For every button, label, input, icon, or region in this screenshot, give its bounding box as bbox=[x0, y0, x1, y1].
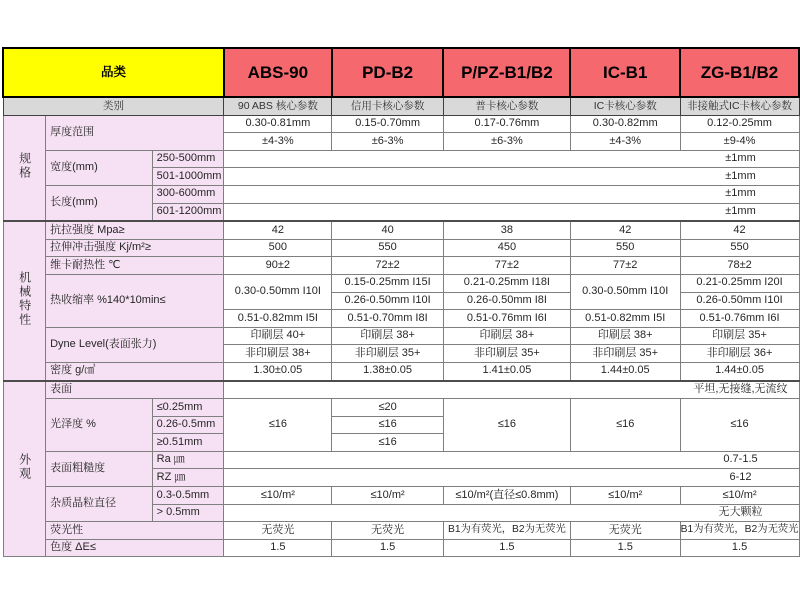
value-cell: 0.21-0.25mm I20I bbox=[680, 274, 799, 292]
row-label-density: 密度 g/㎤ bbox=[46, 362, 224, 380]
value-cell: ±4-3% bbox=[224, 133, 332, 151]
category-header-cell: 品类 bbox=[3, 48, 224, 97]
row-label-thickness: 厚度范围 bbox=[46, 115, 224, 150]
value-cell: 0.30-0.50mm I10I bbox=[570, 274, 680, 309]
value-cell: 非印刷层 35+ bbox=[443, 345, 570, 363]
value-cell: 42 bbox=[680, 221, 799, 239]
value-cell: B1为有荧光，B2为无荧光 bbox=[680, 522, 799, 540]
row-label-tensile: 抗拉强度 Mpa≥ bbox=[46, 221, 224, 239]
value-cell: ≤16 bbox=[570, 399, 680, 452]
value-cell: 1.5 bbox=[332, 539, 444, 557]
value-cell: 0.51-0.76mm I6I bbox=[680, 310, 799, 328]
value-cell: 印刷层 38+ bbox=[332, 327, 444, 345]
sub-label-impurity-range: > 0.5mm bbox=[152, 504, 224, 522]
value-cell: 500 bbox=[224, 239, 332, 257]
value-cell: ≤10/m² bbox=[224, 487, 332, 505]
value-cell: 1.44±0.05 bbox=[680, 362, 799, 380]
product-header-zg-b1-b2: ZG-B1/B2 bbox=[680, 48, 799, 97]
value-cell: ≤10/m² bbox=[680, 487, 799, 505]
value-cell: 无荧光 bbox=[332, 522, 444, 540]
section-label-appearance: 外观 bbox=[3, 381, 46, 557]
product-type-cell: 信用卡核心参数 bbox=[332, 97, 444, 115]
sub-label-gloss-range: ≤0.25mm bbox=[152, 399, 224, 417]
value-cell: 450 bbox=[443, 239, 570, 257]
value-cell: 1.5 bbox=[570, 539, 680, 557]
value-cell: ≤16 bbox=[680, 399, 799, 452]
value-cell-merged: ±1mm bbox=[224, 185, 799, 203]
thickness-range-row bbox=[3, 115, 799, 133]
value-cell: ±9-4% bbox=[680, 133, 799, 151]
product-type-cell: 普卡核心参数 bbox=[443, 97, 570, 115]
shrinkage-row bbox=[3, 274, 799, 292]
value-cell-merged: ±1mm bbox=[224, 168, 799, 186]
row-label-shrinkage: 热收缩率 %140*10min≤ bbox=[46, 274, 224, 327]
value-cell: ≤16 bbox=[443, 399, 570, 452]
length-row bbox=[3, 185, 799, 203]
value-cell-merged: 平坦,无接缝,无流纹 bbox=[224, 381, 799, 399]
sub-label-gloss-range: ≥0.51mm bbox=[152, 434, 224, 452]
value-cell: ±6-3% bbox=[443, 133, 570, 151]
value-cell: 1.41±0.05 bbox=[443, 362, 570, 380]
value-cell: 0.30-0.82mm bbox=[570, 115, 680, 133]
tensile-row bbox=[3, 221, 799, 239]
sub-label-ra: Ra ㎛ bbox=[152, 451, 224, 469]
sub-label-length-range: 601-1200mm bbox=[152, 203, 224, 221]
product-header-pd-b2: PD-B2 bbox=[332, 48, 444, 97]
value-cell: 550 bbox=[680, 239, 799, 257]
row-label-fluorescence: 荧光性 bbox=[46, 522, 224, 540]
sub-label-rz: RZ ㎛ bbox=[152, 469, 224, 487]
value-cell: 印刷层 40+ bbox=[224, 327, 332, 345]
gloss-row bbox=[3, 399, 799, 417]
sub-label-width-range: 501-1000mm bbox=[152, 168, 224, 186]
value-cell-merged: 无大颗粒 bbox=[224, 504, 799, 522]
value-cell: 0.26-0.50mm I8I bbox=[443, 292, 570, 310]
sub-label-impurity-range: 0.3-0.5mm bbox=[152, 487, 224, 505]
density-row bbox=[3, 362, 799, 380]
value-cell-merged: 0.7-1.5 bbox=[224, 451, 799, 469]
value-cell: 0.17-0.76mm bbox=[443, 115, 570, 133]
value-cell: 0.21-0.25mm I18I bbox=[443, 274, 570, 292]
sub-label-gloss-range: 0.26-0.5mm bbox=[152, 416, 224, 434]
value-cell: 90±2 bbox=[224, 257, 332, 275]
value-cell: 印刷层 35+ bbox=[680, 327, 799, 345]
surface-row bbox=[3, 381, 799, 399]
value-cell: 78±2 bbox=[680, 257, 799, 275]
value-cell-merged: 6-12 bbox=[224, 469, 799, 487]
row-label-impurity: 杂质晶粒直径 bbox=[46, 487, 153, 522]
type-header-cell: 类别 bbox=[3, 97, 224, 115]
value-cell: 0.15-0.25mm I15I bbox=[332, 274, 444, 292]
value-cell-merged: ±1mm bbox=[224, 150, 799, 168]
value-cell: 1.5 bbox=[224, 539, 332, 557]
value-cell: 非印刷层 36+ bbox=[680, 345, 799, 363]
value-cell: 非印刷层 35+ bbox=[570, 345, 680, 363]
product-spec-table bbox=[2, 47, 800, 557]
value-cell: ≤16 bbox=[332, 434, 444, 452]
value-cell: 0.30-0.81mm bbox=[224, 115, 332, 133]
sub-label-length-range: 300-600mm bbox=[152, 185, 224, 203]
vicat-row bbox=[3, 257, 799, 275]
value-cell: 无荧光 bbox=[570, 522, 680, 540]
width-row bbox=[3, 150, 799, 168]
value-cell: 1.38±0.05 bbox=[332, 362, 444, 380]
value-cell: 1.5 bbox=[680, 539, 799, 557]
value-cell: 42 bbox=[570, 221, 680, 239]
value-cell: 无荧光 bbox=[224, 522, 332, 540]
value-cell: 1.5 bbox=[443, 539, 570, 557]
value-cell: ≤10/m² bbox=[570, 487, 680, 505]
value-cell: 550 bbox=[570, 239, 680, 257]
value-cell: 72±2 bbox=[332, 257, 444, 275]
row-label-roughness: 表面粗糙度 bbox=[46, 451, 153, 486]
row-label-gloss: 光泽度 % bbox=[46, 399, 153, 452]
value-cell: 0.15-0.70mm bbox=[332, 115, 444, 133]
row-label-width: 宽度(mm) bbox=[46, 150, 153, 185]
value-cell: 印刷层 38+ bbox=[443, 327, 570, 345]
row-label-vicat: 维卡耐热性 ℃ bbox=[46, 257, 224, 275]
product-type-cell: 90 ABS 核心参数 bbox=[224, 97, 332, 115]
product-header-abs-90: ABS-90 bbox=[224, 48, 332, 97]
value-cell: 0.51-0.70mm I8I bbox=[332, 310, 444, 328]
value-cell: ≤16 bbox=[224, 399, 332, 452]
row-label-chroma: 色度 ΔE≤ bbox=[46, 539, 224, 557]
impurity-row bbox=[3, 487, 799, 505]
value-cell: 77±2 bbox=[443, 257, 570, 275]
value-cell: 非印刷层 35+ bbox=[332, 345, 444, 363]
value-cell: 印刷层 38+ bbox=[570, 327, 680, 345]
value-cell-merged: ±1mm bbox=[224, 203, 799, 221]
value-cell: 77±2 bbox=[570, 257, 680, 275]
value-cell: 0.30-0.50mm I10I bbox=[224, 274, 332, 309]
product-type-cell: IC卡核心参数 bbox=[570, 97, 680, 115]
row-label-dyne: Dyne Level(表面张力) bbox=[46, 327, 224, 362]
value-cell: 0.12-0.25mm bbox=[680, 115, 799, 133]
value-cell: 38 bbox=[443, 221, 570, 239]
value-cell: ≤10/m²(直径≤0.8mm) bbox=[443, 487, 570, 505]
chroma-row bbox=[3, 539, 799, 557]
value-cell: ≤10/m² bbox=[332, 487, 444, 505]
row-label-surface: 表面 bbox=[46, 381, 224, 399]
section-label-mechanical: 机械特性 bbox=[3, 221, 46, 380]
product-type-cell: 非接触式IC卡核心参数 bbox=[680, 97, 799, 115]
value-cell: 0.51-0.82mm I5I bbox=[570, 310, 680, 328]
value-cell: 1.30±0.05 bbox=[224, 362, 332, 380]
impact-row bbox=[3, 239, 799, 257]
fluorescence-row bbox=[3, 522, 799, 540]
value-cell: B1为有荧光，B2为无荧光 bbox=[443, 522, 570, 540]
value-cell: 42 bbox=[224, 221, 332, 239]
roughness-row bbox=[3, 451, 799, 469]
value-cell: ≤20 bbox=[332, 399, 444, 417]
value-cell: ≤16 bbox=[332, 416, 444, 434]
value-cell: 1.44±0.05 bbox=[570, 362, 680, 380]
value-cell: 0.26-0.50mm I10I bbox=[680, 292, 799, 310]
value-cell: ±4-3% bbox=[570, 133, 680, 151]
sub-label-width-range: 250-500mm bbox=[152, 150, 224, 168]
value-cell: ±6-3% bbox=[332, 133, 444, 151]
value-cell: 40 bbox=[332, 221, 444, 239]
row-label-impact: 拉伸冲击强度 Kj/m²≥ bbox=[46, 239, 224, 257]
product-header-ic-b1: IC-B1 bbox=[570, 48, 680, 97]
dyne-printed-row bbox=[3, 327, 799, 345]
value-cell: 550 bbox=[332, 239, 444, 257]
product-header-p-pz-b1-b2: P/PZ-B1/B2 bbox=[443, 48, 570, 97]
value-cell: 0.51-0.82mm I5I bbox=[224, 310, 332, 328]
type-row bbox=[3, 97, 799, 115]
value-cell: 0.26-0.50mm I10I bbox=[332, 292, 444, 310]
row-label-length: 长度(mm) bbox=[46, 185, 153, 221]
value-cell: 非印刷层 38+ bbox=[224, 345, 332, 363]
section-label-spec: 规格 bbox=[3, 115, 46, 221]
header-row bbox=[3, 48, 799, 97]
value-cell: 0.51-0.76mm I6I bbox=[443, 310, 570, 328]
